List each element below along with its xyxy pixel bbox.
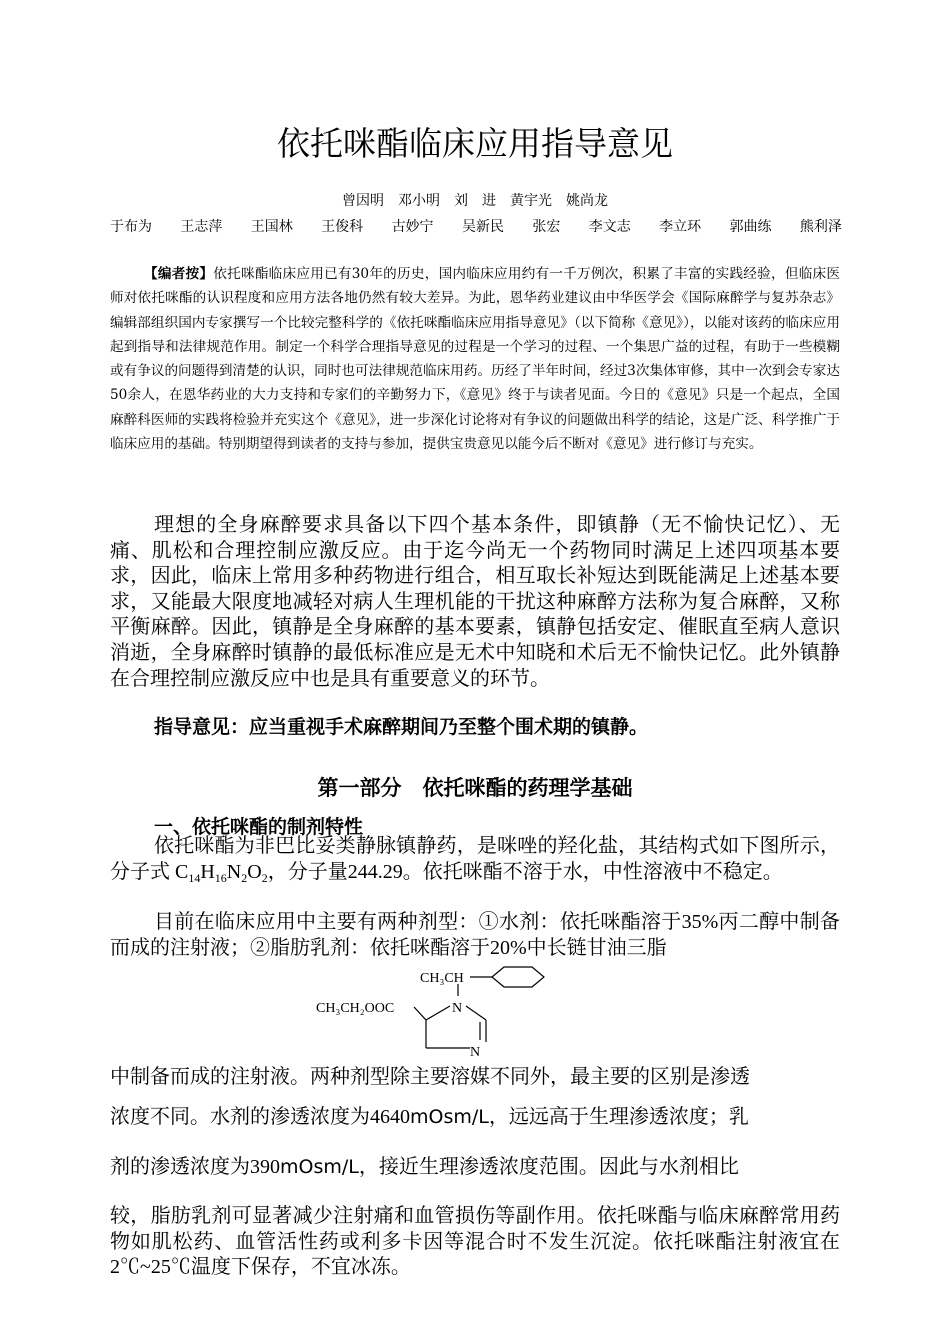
paragraph-text: 浓度不同。水剂的渗透浓度为 (110, 1106, 370, 1128)
author-name: 吴新民 (461, 219, 504, 235)
benzene-ring (492, 967, 544, 987)
paragraph-text: 依托咪酯为非巴比妥类静脉镇静药，是咪唑的羟化盐，其结构式如下图所示，分子式 C (110, 835, 840, 883)
formula-subscript: 2 (241, 870, 248, 885)
osmolality-value: 390 (250, 1156, 280, 1178)
author-name: 张宏 (532, 219, 561, 235)
author-name: 王志萍 (180, 219, 223, 235)
author-name: 郭曲练 (729, 219, 772, 235)
formula-element: N (226, 860, 242, 883)
osmolality-value: 4640 (370, 1106, 410, 1128)
author-name: 熊利泽 (799, 219, 842, 235)
formula-element: O (247, 860, 262, 883)
editor-note (110, 262, 840, 456)
imidazole-bond (426, 1006, 450, 1020)
authors-line-1: 曾因明 邓小明 刘 进 黄宇光 姚尚龙 (342, 193, 608, 209)
paragraph-line (110, 1096, 840, 1138)
etomidate-structure-diagram (310, 962, 570, 1058)
formula-subscript: 2 (261, 870, 268, 885)
author-name: 王国林 (250, 219, 293, 235)
paragraph-text: 剂的渗透浓度为 (110, 1156, 250, 1178)
structure-n-bottom: N (470, 1045, 481, 1058)
subsection-title: 一、依托咪酯的制剂特性 (154, 816, 364, 838)
imidazole-bond (466, 1006, 486, 1020)
document-title: 依托咪酯临床应用指导意见 (277, 124, 673, 163)
formula-element: H (200, 860, 215, 883)
osmolality-unit: mOsm/L (280, 1156, 359, 1178)
author-name: 古妙宁 (391, 219, 434, 235)
paragraph-line: 较，脂肪乳剂可显著减少注射痛和血管损伤等副作用。依托咪酯与临床麻醉常用药物如肌松药、血管活性药或利多卡因等混合时不发生沉淀。依托咪酯注射液宜在2℃~25℃温度下保存，不宜冰冻。 (110, 1205, 840, 1279)
intro-paragraph: 理想的全身麻醉要求具备以下四个基本条件，即镇静（无不愉快记忆）、无痛、肌松和合理控制应激反应。由于迄今尚无一个药物同时满足上述四项基本要求，因此，临床上常用多种药物进行组合，相互取长补短达到既能满足上述基本要求，又能最大限度地减轻对病人生理机能的干扰这种麻醉方法称为复合麻醉，又称平衡麻醉。因此，镇静是全身麻醉的基本要素，镇静包括安定、催眠直至病人意识消逝，全身麻醉时镇静的最低标准应是无术中知晓和术后无不愉快记忆。此外镇静在合理控制应激反应中也是具有重要意义的环节。 (110, 514, 840, 690)
osmolality-paragraph (110, 1058, 840, 1281)
editor-note-tag: 【编者按】 (144, 266, 214, 282)
paragraph-text: ，远远高于生理渗透浓度；乳 (488, 1106, 749, 1128)
formulation-paragraph (110, 834, 840, 885)
formula-subscript: 16 (214, 870, 227, 885)
section-title: 第一部分 依托咪酯的药理学基础 (317, 776, 633, 800)
paragraph-line (110, 1138, 840, 1196)
author-name: 李文志 (588, 219, 631, 235)
osmolality-unit: mOsm/L (410, 1106, 489, 1128)
structure-ester-group: CH₃CH₂OOC (316, 1001, 395, 1016)
formula-subscript: 14 (188, 870, 201, 885)
author-name: 王俊科 (321, 219, 364, 235)
paragraph-text: ，接近生理渗透浓度范围。因此与水剂相比 (358, 1156, 739, 1178)
author-name: 于布为 (110, 219, 152, 235)
bond-line (414, 1007, 426, 1020)
authors-line-2 (110, 216, 842, 236)
structure-n-top: N (452, 1001, 463, 1016)
structure-ch3ch-label: CH₃CH (420, 971, 464, 986)
editor-note-text: 依托咪酯临床应用已有30年的历史，国内临床应用约有一千万例次，积累了丰富的实践经验，但临床医师对依托咪酯的认识程度和应用方法各地仍然有较大差异。为此，恩华药业建议由中华医学会《国际麻醉学与复苏杂志》编辑部组织国内专家撰写一个比较完整科学的《依托咪酯临床应用指导意见》（以下简称《意见》），以能对该药的临床应用起到指导和法律规范作用。制定一个科学合理指导意见的过程是一个学习的过程、一个集思广益的过程，有助于一些模糊或有争议的问题得到清楚的认识，同时也可法律规范临床用药。历经了半年时间，经过3次集体审修，其中一次到会专家达50余人，在恩华药业的大力支持和专家们的辛勤努力下，《意见》终于与读者见面。今日的《意见》只是一个起点，全国麻醉科医师的实践将检验并充实这个《意见》，进一步深化讨论将对有争议的问题做出科学的结论，这是广泛、科学推广于临床应用的基础。特别期望得到读者的支持与参加，提供宝贵意见以能今后不断对《意见》进行修订与充实。 (110, 266, 841, 453)
author-name: 李立环 (659, 219, 702, 235)
dosage-forms-paragraph: 目前在临床应用中主要有两种剂型：①水剂：依托咪酯溶于35%丙二醇中制备而成的注射液；②脂肪乳剂：依托咪酯溶于20%中长链甘油三脂 (110, 911, 840, 959)
paragraph-line: 中制备而成的注射液。两种剂型除主要溶媒不同外，最主要的区别是渗透 (110, 1066, 750, 1088)
paragraph-text: ，分子量244.29。依托咪酯不溶于水，中性溶液中不稳定。 (267, 860, 783, 883)
guidance-statement: 指导意见：应当重视手术麻醉期间乃至整个围术期的镇静。 (154, 716, 649, 738)
